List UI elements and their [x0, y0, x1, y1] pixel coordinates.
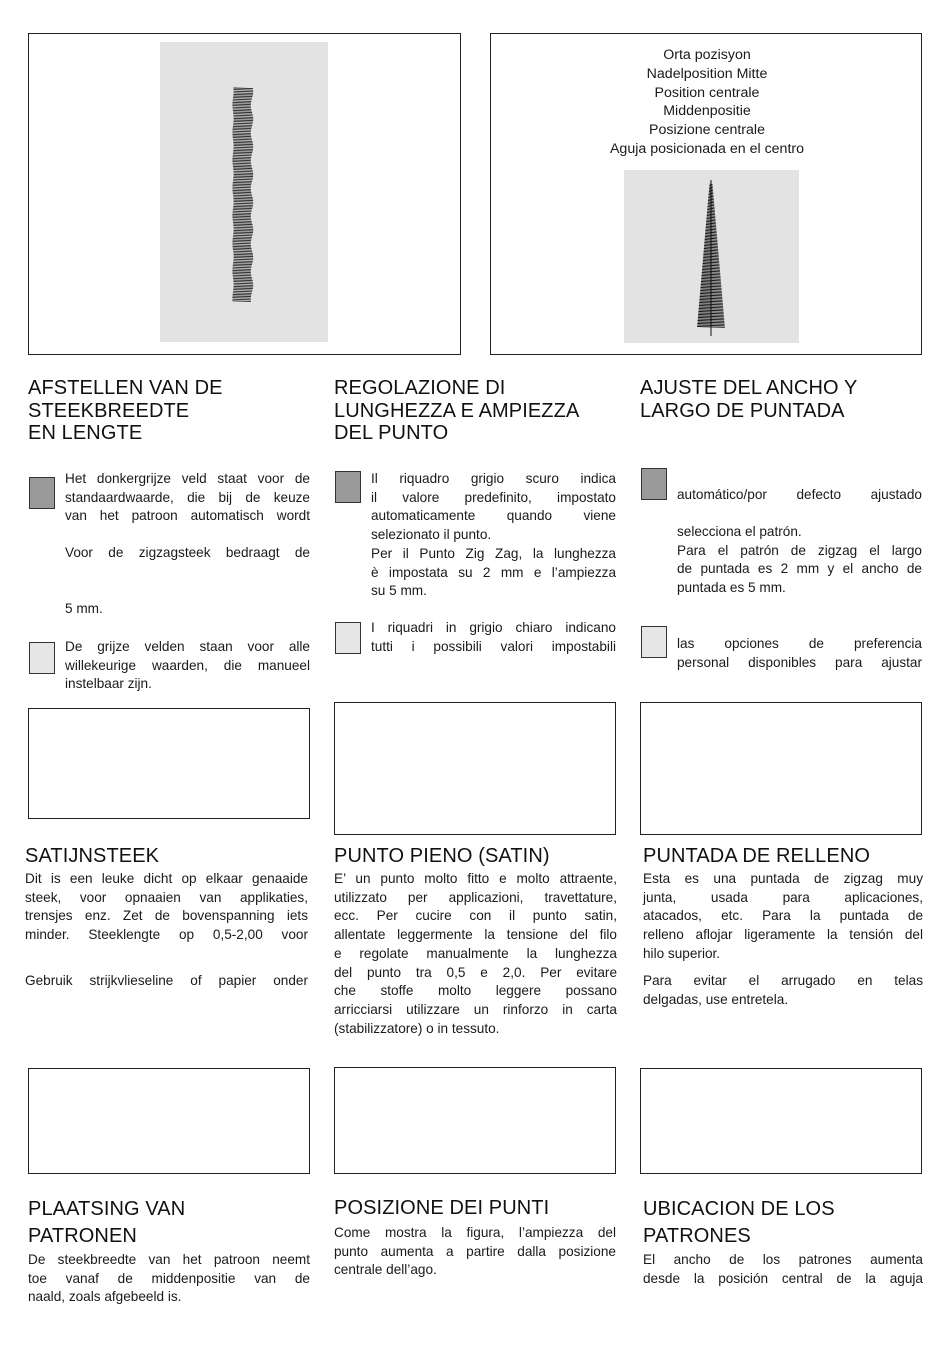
stitch-line: [233, 291, 252, 292]
stitch-line: [233, 234, 252, 235]
stitch-line: [233, 253, 252, 254]
stitch-line: [233, 130, 252, 131]
stitch-line: [233, 197, 252, 198]
stitch-line: [233, 150, 252, 151]
stitch-line: [707, 208, 714, 209]
interfacing-text-nl: Gebruik strijkvlieseline of papier onder: [25, 973, 308, 988]
stitch-line: [706, 226, 716, 227]
stitch-line: [233, 238, 252, 239]
stitch-line: [233, 165, 252, 166]
satin-title-es: PUNTADA DE RELLENO: [643, 845, 871, 867]
mm-text-nl: 5 mm.: [65, 601, 103, 616]
stitch-line: [232, 102, 250, 103]
stitch-line: [704, 247, 718, 248]
stitch-line: [233, 267, 252, 268]
stitch-line: [233, 274, 252, 275]
stitch-line: [232, 160, 250, 161]
stitch-line: [232, 134, 250, 135]
stitch-line: [707, 210, 714, 211]
stitch-line: [702, 273, 720, 274]
stitch-line: [700, 298, 723, 299]
stitch-line: [705, 234, 717, 235]
stitch-line: [698, 315, 724, 316]
stitch-line: [702, 265, 719, 266]
stitch-line: [233, 166, 252, 167]
stitch-line: [701, 279, 720, 280]
stitch-line: [233, 94, 252, 95]
placement-text-nl: De steekbreedte van het patroon neemt toe vanaf de middenpositie van de naald, zoals afgebeeld is.: [28, 1252, 310, 1305]
stitch-line: [707, 213, 715, 214]
stitch-line: [233, 195, 252, 196]
stitch-line: [707, 211, 715, 212]
stitch-line: [697, 325, 724, 326]
stitch-line: [708, 196, 713, 197]
stitch-line: [233, 206, 252, 207]
placeholder-box: [334, 1067, 616, 1174]
zigzag-text-nl: Voor de zigzagsteek bedraagt de: [65, 545, 310, 560]
stitch-line: [709, 192, 713, 193]
stitch-line: [234, 149, 254, 150]
stitch-line: [233, 226, 252, 227]
stitch-line: [704, 253, 719, 254]
satin-text-es: Esta es una puntada de zigzag muy junta, usada para aplicaciones, atacados, etc. Para la puntada de relleno aflojar ligeramente la tensión del hilo superior.: [643, 871, 923, 961]
stitch-line: [708, 199, 714, 200]
stitch-line: [234, 200, 254, 201]
stitch-line: [698, 313, 723, 314]
stitch-line: [703, 262, 720, 263]
stitch-line: [701, 288, 722, 289]
stitch-line: [233, 211, 252, 212]
manual-value-text-it: I riquadri in grigio chiaro indicano tutti i possibili valori impostabili: [371, 620, 616, 654]
stitch-line: [705, 238, 717, 239]
stitch-line: [701, 277, 720, 278]
stitch-line: [233, 205, 252, 206]
stitch-line: [233, 152, 252, 153]
stitch-line: [698, 322, 725, 323]
stitch-line: [705, 232, 716, 233]
needle-position-labels: [491, 46, 923, 159]
light-gray-swatch: [641, 626, 667, 658]
stitch-line: [702, 270, 720, 271]
stitch-line: [234, 173, 254, 174]
stitch-line: [233, 246, 252, 247]
stitch-line: [233, 222, 252, 223]
stitch-line: [234, 256, 254, 257]
stitch-line: [703, 259, 719, 260]
stitch-line: [234, 144, 254, 145]
stitch-line: [233, 184, 252, 185]
stitch-line: [708, 202, 714, 203]
stitch-line: [704, 252, 719, 253]
stitch-line: [698, 319, 724, 320]
stitch-line: [233, 114, 252, 115]
stitch-line: [705, 231, 716, 232]
stitch-line: [700, 292, 722, 293]
stitch-line: [704, 249, 718, 250]
stitch-line: [232, 296, 250, 297]
placement-title-es: UBICACION DE LOS PATRONES: [643, 1198, 835, 1247]
stitch-line: [703, 264, 720, 265]
section-title-width-length-es: AJUSTE DEL ANCHO Y LARGO DE PUNTADA: [640, 377, 858, 422]
stitch-line: [232, 104, 250, 105]
stitch-line: [703, 256, 719, 257]
tapered-stitch-illustration: [691, 178, 731, 338]
stitch-line: [232, 189, 250, 190]
stitch-line: [233, 171, 252, 172]
needle-position-label: Orta pozisyon: [663, 47, 751, 63]
stitch-line: [233, 277, 252, 278]
stitch-line: [233, 235, 252, 236]
stitch-line: [233, 294, 252, 295]
stitch-line: [233, 224, 252, 225]
stitch-line: [233, 254, 252, 255]
stitch-line: [233, 198, 252, 199]
stitch-line: [709, 195, 714, 196]
stitch-line: [709, 187, 713, 188]
stitch-line: [702, 274, 721, 275]
stitch-line: [699, 306, 723, 307]
stitch-line: [234, 120, 254, 121]
stitch-line: [234, 146, 254, 147]
stitch-line: [233, 101, 252, 102]
stitch-line: [234, 93, 254, 94]
placement-text-it: Come mostra la figura, l’ampiezza del punto aumenta a partire dalla posizione centrale dell’ago.: [334, 1225, 616, 1278]
stitch-line: [233, 219, 252, 220]
selection-text-es: selecciona el patrón. Para el patrón de zigzag el largo de puntada es 2 mm y el ancho de puntada es 5 mm.: [677, 524, 922, 596]
stitch-line: [233, 155, 252, 156]
stitch-line: [706, 225, 716, 226]
stitch-line: [702, 271, 720, 272]
placement-text-es: El ancho de los patrones aumenta desde la posición central de la aguja: [643, 1252, 923, 1286]
stitch-line: [232, 162, 250, 163]
stitch-line: [233, 139, 252, 140]
stitch-line: [699, 307, 723, 308]
stitch-line: [233, 125, 252, 126]
stitch-line: [232, 107, 250, 108]
default-value-text-it: Il riquadro grigio scuro indica il valore predefinito, impostato automaticamente quando viene selezionato il punto. Per il Punto Zig Zag, la lunghezza è impostata su 2 mm e l’ampiezza su 5 mm.: [371, 471, 616, 599]
stitch-line: [707, 214, 715, 215]
stitch-line: [706, 220, 715, 221]
stitch-line: [233, 280, 252, 281]
stitch-line: [232, 242, 250, 243]
stitch-line: [234, 91, 254, 92]
stitch-line: [234, 286, 254, 287]
stitch-line: [232, 158, 250, 159]
stitch-line: [709, 190, 713, 191]
stitch-line: [701, 280, 721, 281]
stitch-line: [709, 189, 713, 190]
stitch-line: [234, 118, 254, 119]
stitch-line: [233, 109, 252, 110]
stitch-line: [706, 222, 716, 223]
stitch-line: [232, 301, 250, 302]
stitch-line: [699, 303, 723, 304]
dark-gray-swatch: [335, 471, 361, 503]
stitch-line: [706, 229, 717, 230]
stitch-line: [232, 243, 250, 244]
stitch-line: [700, 289, 721, 290]
stitch-line: [232, 106, 250, 107]
manual-value-text-es: las opciones de preferencia personal disponibles para ajustar: [677, 636, 922, 670]
stitch-line: [705, 240, 718, 241]
stitch-line: [234, 203, 254, 204]
stitch-line: [233, 128, 252, 129]
stitch-line: [233, 250, 252, 251]
stitch-line: [234, 147, 254, 148]
placeholder-box: [640, 1068, 922, 1174]
stitch-line: [233, 181, 252, 182]
stitch-line: [234, 117, 254, 118]
stitch-line: [233, 154, 252, 155]
stitch-line: [234, 202, 254, 203]
satin-stitch-illustration: [229, 84, 259, 306]
stitch-line: [233, 251, 252, 252]
stitch-line: [699, 310, 724, 311]
stitch-line: [701, 285, 721, 286]
stitch-line: [234, 174, 254, 175]
stitch-line: [233, 278, 252, 279]
stitch-line: [232, 133, 250, 134]
stitch-line: [233, 115, 252, 116]
stitch-line: [233, 163, 252, 164]
stitch-line: [233, 123, 252, 124]
stitch-line: [232, 187, 250, 188]
stitch-line: [702, 276, 721, 277]
stitch-line: [233, 98, 252, 99]
stitch-line: [704, 244, 717, 245]
stitch-line: [233, 99, 252, 100]
stitch-line: [234, 229, 254, 230]
stitch-line: [232, 131, 250, 132]
satin-stitch-figure: [28, 33, 461, 355]
stitch-line: [705, 237, 717, 238]
stitch-line: [233, 194, 252, 195]
stitch-line: [708, 207, 715, 208]
stitch-line: [233, 142, 252, 143]
stitch-line: [702, 268, 720, 269]
stitch-line: [233, 88, 252, 89]
stitch-line: [233, 157, 252, 158]
stitch-line: [233, 138, 252, 139]
stitch-line: [699, 300, 722, 301]
stitch-line: [234, 283, 254, 284]
stitch-line: [233, 266, 252, 267]
stitch-line: [233, 248, 252, 249]
placeholder-box: [334, 702, 616, 835]
stitch-line: [234, 259, 254, 260]
satin-text-it: E’ un punto molto fitto e molto attraente, utilizzato per applicazioni, travettature, ecc. Per cucire con il punto satin, allentate leggermente la tensione del filo e regolate manualmente la lunghezza del punto tra 0,5 e 2,0. Per evitare che stoffe molto leggere possano arricciarsi utilizzare un rinforzo in carta (stabilizzatore) o in tessuto.: [334, 871, 617, 1036]
stitch-line: [233, 261, 252, 262]
stitch-line: [233, 210, 252, 211]
stitch-line: [233, 237, 252, 238]
placement-title-nl: PLAATSING VAN PATRONEN: [28, 1198, 186, 1247]
stitch-line: [233, 290, 252, 291]
stitch-line: [233, 282, 252, 283]
stitch-line: [234, 176, 254, 177]
stitch-line: [234, 285, 254, 286]
stitch-line: [233, 262, 252, 263]
stitch-line: [232, 299, 250, 300]
needle-position-label: Posizione centrale: [649, 122, 765, 139]
light-gray-swatch: [335, 622, 361, 654]
stitch-line: [234, 227, 254, 228]
satin-title-nl: SATIJNSTEEK: [25, 845, 160, 867]
default-value-text-es: automático/por defecto ajustado: [677, 487, 922, 502]
stitch-line: [234, 258, 254, 259]
stitch-line: [233, 170, 252, 171]
stitch-line: [706, 223, 716, 224]
stitch-line: [234, 230, 254, 231]
stitch-line: [233, 178, 252, 179]
stitch-line: [233, 110, 252, 111]
stitch-line: [233, 182, 252, 183]
stitch-line: [701, 282, 721, 283]
section-title-width-length-it: REGOLAZIONE DI LUNGHEZZA E AMPIEZZA DEL PUNTO: [334, 377, 580, 444]
stitch-line: [701, 286, 722, 287]
stitch-line: [232, 272, 250, 273]
stitch-line: [233, 275, 252, 276]
stitch-line: [699, 309, 724, 310]
stitch-line: [698, 316, 724, 317]
stitch-line: [700, 291, 722, 292]
stitch-line: [700, 294, 722, 295]
stitch-line: [707, 216, 716, 217]
stitch-line: [705, 235, 717, 236]
section-title-width-length-nl: AFSTELLEN VAN DE STEEKBREEDTE EN LENGTE: [28, 377, 223, 444]
stitch-line: [233, 190, 252, 191]
stitch-line: [233, 136, 252, 137]
interfacing-text-es: Para evitar el arrugado en telas delgadas, use entretela.: [643, 973, 923, 1007]
stitch-line: [233, 122, 252, 123]
stitch-line: [704, 243, 717, 244]
stitch-line: [233, 141, 252, 142]
stitch-line: [698, 312, 723, 313]
placeholder-box: [28, 708, 310, 819]
stitch-line: [233, 179, 252, 180]
needle-position-label: Position centrale: [654, 84, 760, 101]
stitch-line: [233, 288, 252, 289]
stitch-line: [706, 228, 717, 229]
stitch-line: [699, 301, 722, 302]
stitch-line: [233, 96, 252, 97]
stitch-line: [708, 201, 714, 202]
stitch-line: [703, 258, 719, 259]
stitch-line: [700, 297, 723, 298]
stitch-line: [233, 240, 252, 241]
stitch-line: [701, 283, 721, 284]
stitch-line: [233, 208, 252, 209]
stitch-line: [232, 269, 250, 270]
stitch-line: [703, 255, 718, 256]
stitch-line: [232, 245, 250, 246]
stitch-line: [234, 90, 254, 91]
needle-position-label: Aguja posicionada en el centro: [609, 140, 805, 157]
stitch-line: [704, 246, 718, 247]
stitch-line: [702, 267, 719, 268]
manual-value-text-nl: De grijze velden staan voor alle willekeurige waarden, die manueel instelbaar zijn.: [65, 639, 310, 692]
stitch-line: [708, 198, 713, 199]
stitch-line: [709, 186, 712, 187]
stitch-line: [697, 327, 725, 328]
placeholder-box: [28, 1068, 310, 1174]
stitch-line: [699, 304, 723, 305]
stitch-line: [708, 204, 714, 205]
default-value-text-nl: Het donkergrijze veld staat voor de standaardwaarde, die bij de keuze van het patroon automatisch wordt: [65, 471, 310, 524]
stitch-line: [708, 205, 715, 206]
stitch-line: [698, 318, 724, 319]
stitch-line: [706, 219, 715, 220]
dark-gray-swatch: [29, 477, 55, 509]
stitch-line: [233, 221, 252, 222]
needle-position-label: Nadelposition Mitte: [646, 65, 768, 82]
needle-position-figure: [490, 33, 922, 355]
stitch-line: [233, 112, 252, 113]
stitch-line: [232, 186, 250, 187]
stitch-line: [704, 250, 718, 251]
stitch-line: [232, 298, 250, 299]
stitch-line: [709, 193, 714, 194]
stitch-line: [233, 213, 252, 214]
stitch-line: [700, 295, 722, 296]
satin-title-it: PUNTO PIENO (SATIN): [334, 845, 550, 867]
stitch-line: [233, 293, 252, 294]
stitch-line: [233, 168, 252, 169]
satin-text-nl: Dit is een leuke dicht op elkaar genaaide steek, voor opnaaien van applikaties, trensjes enz. Zet de bovenspanning iets minder. Steeklengte op 0,5-2,00 voor: [25, 871, 308, 943]
needle-position-label: Middenpositie: [663, 103, 751, 120]
light-gray-swatch: [29, 642, 55, 674]
stitch-line: [232, 214, 250, 215]
stitch-line: [698, 321, 725, 322]
placement-title-it: POSIZIONE DEI PUNTI: [334, 1197, 550, 1219]
stitch-line: [703, 261, 719, 262]
stitch-line: [232, 270, 250, 271]
stitch-line: [705, 241, 718, 242]
stitch-line: [232, 216, 250, 217]
dark-gray-swatch: [641, 468, 667, 500]
stitch-line: [709, 184, 712, 185]
stitch-line: [697, 324, 724, 325]
stitch-line: [233, 232, 252, 233]
stitch-line: [233, 264, 252, 265]
stitch-line: [233, 126, 252, 127]
stitch-line: [707, 217, 716, 218]
placeholder-box: [640, 702, 922, 835]
stitch-line: [233, 192, 252, 193]
stitch-line: [232, 218, 250, 219]
